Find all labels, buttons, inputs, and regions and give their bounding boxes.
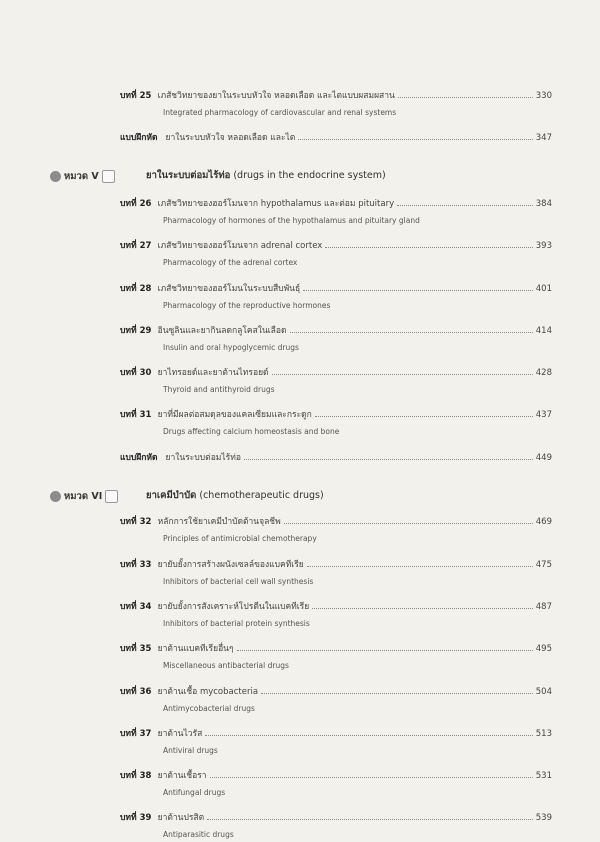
chapter-label: บทที่ (120, 199, 137, 209)
section-title-th: ยาในระบบต่อมไร้ท่อ (146, 170, 231, 181)
page-number: 437 (535, 410, 552, 420)
chapter-title-th: ยายับยั้งการสังเคราะห์โปรตีนในแบคทีเรีย (157, 602, 310, 612)
toc-entry-28[interactable] (120, 281, 552, 310)
page-number: 347 (535, 133, 552, 143)
toc-exercise-endocrine[interactable] (120, 450, 552, 464)
chapter-title-en: Integrated pharmacology of cardiovascular and renal systems (163, 108, 397, 117)
chapter-number: 27 (139, 241, 152, 251)
page-number: 475 (535, 560, 552, 570)
chapter-title-en: Pharmacology of hormones of the hypothalamus and pituitary gland (163, 216, 420, 225)
chapter-label: บทที่ (120, 644, 137, 654)
dot-leader (307, 565, 533, 567)
chapter-title-en: Antiparasitic drugs (163, 830, 234, 839)
section-title-en: (chemotherapeutic drugs) (199, 490, 324, 501)
chapter-title-en: Antifungal drugs (163, 788, 226, 797)
page-number: 513 (535, 729, 552, 739)
dot-leader (397, 204, 533, 206)
chapter-number: 37 (139, 729, 152, 739)
section-label: หมวด VI (64, 490, 103, 502)
chapter-number: 39 (139, 813, 152, 823)
chapter-title-en: Inhibitors of bacterial protein synthesis (163, 619, 310, 628)
chapter-number: 35 (139, 644, 152, 654)
chapter-label: บทที่ (120, 241, 137, 251)
chapter-label: บทที่ (120, 410, 137, 420)
dot-leader (298, 138, 532, 140)
exercise-label: แบบฝึกหัด (120, 453, 158, 463)
section-title (146, 488, 324, 503)
chapter-title-en: Pharmacology of the adrenal cortex (163, 258, 298, 267)
section-title-th: ยาเคมีบำบัด (146, 490, 197, 501)
section-title-en: (drugs in the endocrine system) (233, 170, 386, 181)
chapter-number: 30 (139, 368, 152, 378)
section-title (146, 168, 386, 183)
page-number: 384 (535, 199, 552, 209)
chapter-label: บทที่ (120, 368, 137, 378)
toc-entry-35[interactable] (120, 641, 552, 670)
page-number: 414 (535, 326, 552, 336)
chapter-title-th: ยาต้านเชื้อรา (157, 771, 207, 781)
dot-leader (205, 734, 532, 736)
dot-leader (290, 331, 533, 333)
chapter-title-en: Principles of antimicrobial chemotherapy (163, 534, 317, 543)
chapter-title-th: ยาต้านแบคทีเรียอื่นๆ (157, 644, 234, 654)
dot-leader (325, 246, 532, 248)
exercise-title: ยาในระบบต่อมไร้ท่อ (165, 453, 241, 463)
chapter-label: บทที่ (120, 813, 137, 823)
chapter-number: 34 (139, 602, 152, 612)
bullet-icon (50, 171, 61, 182)
chapter-label: บทที่ (120, 284, 137, 294)
toc-entry-39[interactable] (120, 810, 552, 839)
dot-leader (207, 818, 533, 820)
bullet-icon (50, 491, 61, 502)
chapter-label: บทที่ (120, 687, 137, 697)
chapter-title-th: เภสัชวิทยาของฮอร์โมนจาก adrenal cortex (157, 241, 323, 251)
dot-leader (284, 522, 533, 524)
chapter-title-en: Antiviral drugs (163, 746, 218, 755)
chapter-title-th: ยาต้านไวรัส (157, 729, 203, 739)
section-header-v (50, 165, 570, 187)
chapter-number: 28 (139, 284, 152, 294)
chapter-label: บทที่ (120, 729, 137, 739)
chapter-number: 29 (139, 326, 152, 336)
toc-entry-38[interactable] (120, 768, 552, 797)
toc-entry-37[interactable] (120, 726, 552, 755)
dot-leader (398, 96, 533, 98)
chapter-title-th: เภสัชวิทยาของฮอร์โมนในระบบสืบพันธุ์ (157, 284, 301, 294)
chapter-title-th: ยายับยั้งการสร้างผนังเซลล์ของแบคทีเรีย (157, 560, 304, 570)
chapter-title-th: ยาที่มีผลต่อสมดุลของแคลเซียมและกระดูก (157, 410, 312, 420)
page-number: 495 (535, 644, 552, 654)
chapter-title-th: ยาต้านเชื้อ mycobacteria (157, 687, 259, 697)
toc-entry-25[interactable] (120, 88, 552, 117)
dot-leader (261, 692, 533, 694)
chapter-number: 31 (139, 410, 152, 420)
dot-leader (244, 458, 533, 460)
section-badge (50, 488, 145, 504)
chapter-label: บทที่ (120, 602, 137, 612)
chapter-number: 32 (139, 517, 152, 527)
section-label: หมวด V (64, 170, 99, 182)
toc-exercise-cardio[interactable] (120, 130, 552, 144)
chapter-label: บทที่ (120, 91, 137, 101)
chapter-title-th: เภสัชวิทยาของฮอร์โมนจาก hypothalamus และต่อม pituitary (157, 199, 395, 209)
chapter-number: 33 (139, 560, 152, 570)
chapter-label: บทที่ (120, 560, 137, 570)
chapter-number: 38 (139, 771, 152, 781)
page-number: 504 (535, 687, 552, 697)
chapter-label: บทที่ (120, 771, 137, 781)
page-number: 531 (535, 771, 552, 781)
dot-leader (303, 289, 533, 291)
chapter-title-en: Miscellaneous antibacterial drugs (163, 661, 289, 670)
section-badge (50, 168, 145, 184)
chapter-number: 25 (139, 91, 152, 101)
toc-entry-30[interactable] (120, 365, 552, 394)
chapter-title-en: Inhibitors of bacterial cell wall synthesis (163, 577, 314, 586)
chapter-title-en: Insulin and oral hypoglycemic drugs (163, 343, 299, 352)
toc-entry-32[interactable] (120, 514, 552, 543)
toc-entry-36[interactable] (120, 684, 552, 713)
toc-entry-33[interactable] (120, 557, 552, 586)
chapter-title-en: Drugs affecting calcium homeostasis and bone (163, 427, 340, 436)
toc-entry-29[interactable] (120, 323, 552, 352)
chapter-title-th: ยาไทรอยด์และยาต้านไทรอยด์ (157, 368, 269, 378)
page-number: 449 (535, 453, 552, 463)
dot-leader (315, 415, 533, 417)
toc-entry-27[interactable] (120, 238, 552, 267)
page-number: 393 (535, 241, 552, 251)
dot-leader (210, 776, 533, 778)
page-number: 487 (535, 602, 552, 612)
dot-leader (272, 373, 533, 375)
section-header-vi (50, 485, 570, 507)
page-number: 401 (535, 284, 552, 294)
chapter-title-en: Pharmacology of the reproductive hormones (163, 301, 331, 310)
page-number: 428 (535, 368, 552, 378)
dot-leader (312, 607, 533, 609)
page-number: 469 (535, 517, 552, 527)
chapter-title-en: Thyroid and antithyroid drugs (163, 385, 275, 394)
tab-icon (105, 490, 118, 503)
chapter-number: 36 (139, 687, 152, 697)
exercise-label: แบบฝึกหัด (120, 133, 158, 143)
tab-icon (102, 170, 115, 183)
toc-entry-26[interactable] (120, 196, 552, 225)
chapter-title-th: อินซูลินและยากินลดกลูโคสในเลือด (157, 326, 287, 336)
chapter-title-th: หลักการใช้ยาเคมีบำบัดต้านจุลชีพ (157, 517, 281, 527)
toc-entry-31[interactable] (120, 407, 552, 436)
page-number: 539 (535, 813, 552, 823)
toc-entry-34[interactable] (120, 599, 552, 628)
chapter-number: 26 (139, 199, 152, 209)
chapter-label: บทที่ (120, 517, 137, 527)
dot-leader (237, 649, 533, 651)
chapter-label: บทที่ (120, 326, 137, 336)
chapter-title-th: เภสัชวิทยาของยาในระบบหัวใจ หลอดเลือด และไตแบบผสมผสาน (157, 91, 395, 101)
chapter-title-th: ยาต้านปรสิต (157, 813, 205, 823)
chapter-title-en: Antimycobacterial drugs (163, 704, 255, 713)
page-number: 330 (535, 91, 552, 101)
exercise-title: ยาในระบบหัวใจ หลอดเลือด และไต (165, 133, 296, 143)
